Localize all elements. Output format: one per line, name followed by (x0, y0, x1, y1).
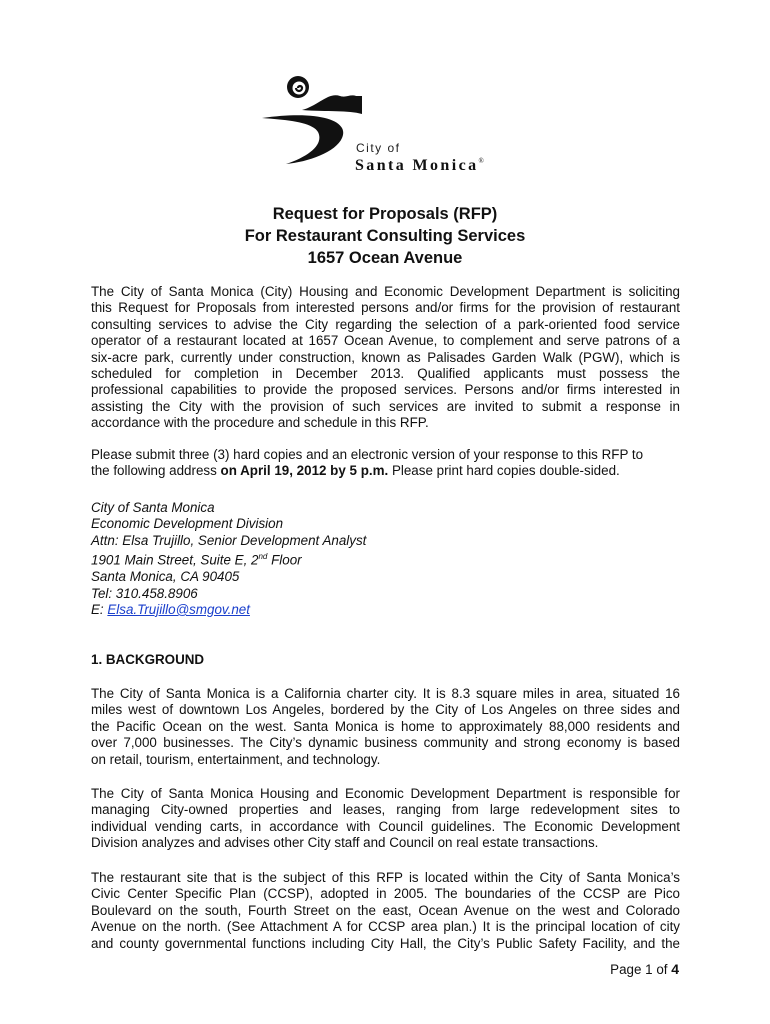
site-line: Avenue on the north. (See Attachment A for CCSP area plan.) It is the principal location of city (91, 919, 680, 935)
background-line: miles west of downtown Los Angeles, bordered by the City of Los Angeles on three sides and (91, 702, 680, 718)
logo-city-of: City of (356, 141, 401, 155)
submission-paragraph (91, 447, 680, 480)
background-line: over 7,000 businesses. The City’s dynamic business community and strong economy is based (91, 735, 680, 751)
intro-line: The City of Santa Monica (City) Housing and Economic Development Department is soliciting (91, 284, 680, 299)
address-street-pre: 1901 Main Street, Suite E, 2 (91, 552, 259, 568)
address-email-line (91, 602, 680, 618)
contact-address (91, 500, 680, 618)
address-street-post: Floor (267, 552, 302, 568)
address-org: City of Santa Monica (91, 500, 215, 515)
background-line: The City of Santa Monica is a California charter city. It is 8.3 square miles in area, situated 16 (91, 686, 680, 701)
logo-name: Santa Monica (355, 157, 479, 174)
title-line-3: 1657 Ocean Avenue (307, 249, 463, 267)
address-division: Economic Development Division (91, 516, 284, 532)
address-city: Santa Monica, CA 90405 (91, 569, 240, 585)
registered-mark: ® (478, 157, 484, 165)
page-of: of (652, 962, 672, 977)
address-street (91, 549, 680, 569)
page-prefix: Page (610, 962, 646, 977)
background-line: on retail, tourism, entertainment, and technology. (91, 751, 381, 767)
document-title (0, 203, 770, 269)
housing-line: Division analyzes and advises other City staff and Council on real estate transactions. (91, 835, 599, 851)
site-line: The restaurant site that is the subject of this RFP is located within the City of Santa Monica’s (91, 870, 680, 885)
site-line: Boulevard on the south, Fourth Street on the east, Ocean Avenue on the west and Colorado (91, 902, 680, 918)
intro-line: accordance with the procedure and schedule in this RFP. (91, 415, 429, 431)
email-link[interactable]: Elsa.Trujillo@smgov.net (107, 601, 250, 617)
intro-line: six-acre park, currently under construction, known as Palisades Garden Walk (PGW), which is (91, 349, 680, 365)
submission-deadline: on April 19, 2012 by 5 p.m. (220, 463, 389, 479)
background-paragraph (91, 686, 680, 768)
intro-paragraph (91, 284, 680, 432)
site-line: and county governmental functions including City Hall, the City’s Public Safety Facility, and the (91, 935, 680, 951)
intro-line: this Request for Proposals from interested persons and/or firms for the provision of restaurant (91, 300, 680, 316)
intro-line: assisting the City with the provision of such services are invited to submit a response in (91, 398, 680, 414)
submission-line-2-pre: the following address (91, 463, 221, 479)
housing-line: managing City-owned properties and leases, ranging from large redevelopment sites to (91, 802, 680, 818)
site-line: Civic Center Specific Plan (CCSP), adopted in 2005. The boundaries of the CCSP are Pico (91, 886, 680, 902)
intro-line: consulting services to advise the City regarding the selection of a park-oriented food service (91, 316, 680, 332)
address-tel: Tel: 310.458.8906 (91, 585, 198, 601)
logo-santa-monica (355, 157, 484, 175)
intro-line: scheduled for completion in December 2013. Qualified applicants must possess the (91, 366, 680, 382)
page-total: 4 (671, 961, 679, 977)
intro-line: operator of a restaurant located at 1657 Ocean Avenue, to complement and serve patrons of a (91, 333, 680, 349)
housing-paragraph (91, 786, 680, 852)
intro-line: professional capabilities to provide the proposed services. Persons and/or firms interested in (91, 382, 680, 398)
section-heading-background: 1. BACKGROUND (91, 652, 205, 667)
submission-line-2-post: Please print hard copies double-sided. (388, 463, 620, 479)
address-email-label: E: (91, 601, 108, 617)
housing-line: The City of Santa Monica Housing and Economic Development Department is responsible for (91, 786, 680, 801)
submission-line-1: Please submit three (3) hard copies and an electronic version of your response to this RFP to (91, 447, 644, 462)
page-number (610, 961, 679, 977)
title-line-1: Request for Proposals (RFP) (272, 205, 498, 223)
address-attn: Attn: Elsa Trujillo, Senior Development Analyst (91, 532, 367, 548)
background-line: the Pacific Ocean on the west. Santa Monica is home to approximately 88,000 residents and (91, 718, 680, 734)
page-current: 1 (645, 962, 653, 977)
site-paragraph (91, 870, 680, 952)
housing-line: individual vending carts, in accordance with Council guidelines. The Economic Development (91, 818, 680, 834)
address-street-sup: nd (258, 552, 268, 562)
title-line-2: For Restaurant Consulting Services (244, 227, 526, 245)
submission-line-2 (91, 463, 680, 479)
